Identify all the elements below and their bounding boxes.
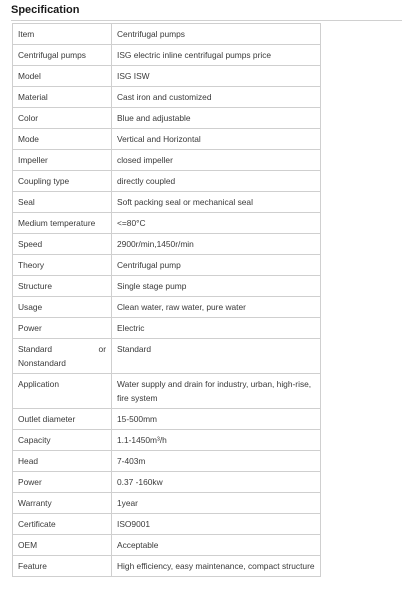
row-key: Speed bbox=[13, 234, 112, 255]
table-row bbox=[13, 535, 321, 556]
row-key: Item bbox=[13, 24, 112, 45]
table-row bbox=[13, 374, 321, 409]
row-value: Water supply and drain for industry, urban, high-rise, fire system bbox=[112, 374, 321, 409]
row-key: Application bbox=[13, 374, 112, 409]
specification-table bbox=[12, 23, 321, 577]
table-row bbox=[13, 171, 321, 192]
row-key: Power bbox=[13, 472, 112, 493]
table-row bbox=[13, 276, 321, 297]
row-key: Structure bbox=[13, 276, 112, 297]
table-row bbox=[13, 87, 321, 108]
row-value: Blue and adjustable bbox=[112, 108, 321, 129]
table-row bbox=[13, 255, 321, 276]
table-row bbox=[13, 192, 321, 213]
row-key: Impeller bbox=[13, 150, 112, 171]
row-value: Cast iron and customized bbox=[112, 87, 321, 108]
table-row bbox=[13, 472, 321, 493]
row-value: High efficiency, easy maintenance, compact structure bbox=[112, 556, 321, 577]
table-row bbox=[13, 514, 321, 535]
row-value: directly coupled bbox=[112, 171, 321, 192]
row-key: Color bbox=[13, 108, 112, 129]
table-row bbox=[13, 556, 321, 577]
table-row bbox=[13, 430, 321, 451]
row-key: Usage bbox=[13, 297, 112, 318]
row-key: Outlet diameter bbox=[13, 409, 112, 430]
table-row bbox=[13, 339, 321, 374]
row-key: Capacity bbox=[13, 430, 112, 451]
row-value: 1.1-1450m³/h bbox=[112, 430, 321, 451]
row-value: ISO9001 bbox=[112, 514, 321, 535]
row-value: Acceptable bbox=[112, 535, 321, 556]
table-row bbox=[13, 234, 321, 255]
row-key: Model bbox=[13, 66, 112, 87]
heading-divider bbox=[11, 20, 402, 21]
row-key: Theory bbox=[13, 255, 112, 276]
row-value: 1year bbox=[112, 493, 321, 514]
row-value: 7-403m bbox=[112, 451, 321, 472]
row-value: Centrifugal pump bbox=[112, 255, 321, 276]
row-value: Single stage pump bbox=[112, 276, 321, 297]
table-row bbox=[13, 150, 321, 171]
table-row bbox=[13, 129, 321, 150]
row-key: OEM bbox=[13, 535, 112, 556]
row-value: ISG electric inline centrifugal pumps price bbox=[112, 45, 321, 66]
row-value: ISG ISW bbox=[112, 66, 321, 87]
row-value: 2900r/min,1450r/min bbox=[112, 234, 321, 255]
row-key: Warranty bbox=[13, 493, 112, 514]
row-value: closed impeller bbox=[112, 150, 321, 171]
row-key: Certificate bbox=[13, 514, 112, 535]
row-value: <=80°C bbox=[112, 213, 321, 234]
row-key: Centrifugal pumps bbox=[13, 45, 112, 66]
row-value: 15-500mm bbox=[112, 409, 321, 430]
row-key: Material bbox=[13, 87, 112, 108]
row-key: Head bbox=[13, 451, 112, 472]
section-heading: Specification bbox=[11, 4, 80, 16]
row-key: Medium temperature bbox=[13, 213, 112, 234]
row-value: Soft packing seal or mechanical seal bbox=[112, 192, 321, 213]
table-row bbox=[13, 409, 321, 430]
table-row bbox=[13, 108, 321, 129]
table-row bbox=[13, 24, 321, 45]
row-value: Centrifugal pumps bbox=[112, 24, 321, 45]
row-key: Power bbox=[13, 318, 112, 339]
table-row bbox=[13, 297, 321, 318]
row-key: Seal bbox=[13, 192, 112, 213]
table-row bbox=[13, 451, 321, 472]
row-key: Standard or Nonstandard bbox=[13, 339, 112, 374]
row-key: Mode bbox=[13, 129, 112, 150]
table-row bbox=[13, 213, 321, 234]
row-key: Coupling type bbox=[13, 171, 112, 192]
table-row bbox=[13, 493, 321, 514]
row-value: Vertical and Horizontal bbox=[112, 129, 321, 150]
row-value: 0.37 -160kw bbox=[112, 472, 321, 493]
row-value: Standard bbox=[112, 339, 321, 374]
table-row bbox=[13, 45, 321, 66]
table-row bbox=[13, 66, 321, 87]
row-value: Clean water, raw water, pure water bbox=[112, 297, 321, 318]
row-key: Feature bbox=[13, 556, 112, 577]
table-row bbox=[13, 318, 321, 339]
row-value: Electric bbox=[112, 318, 321, 339]
